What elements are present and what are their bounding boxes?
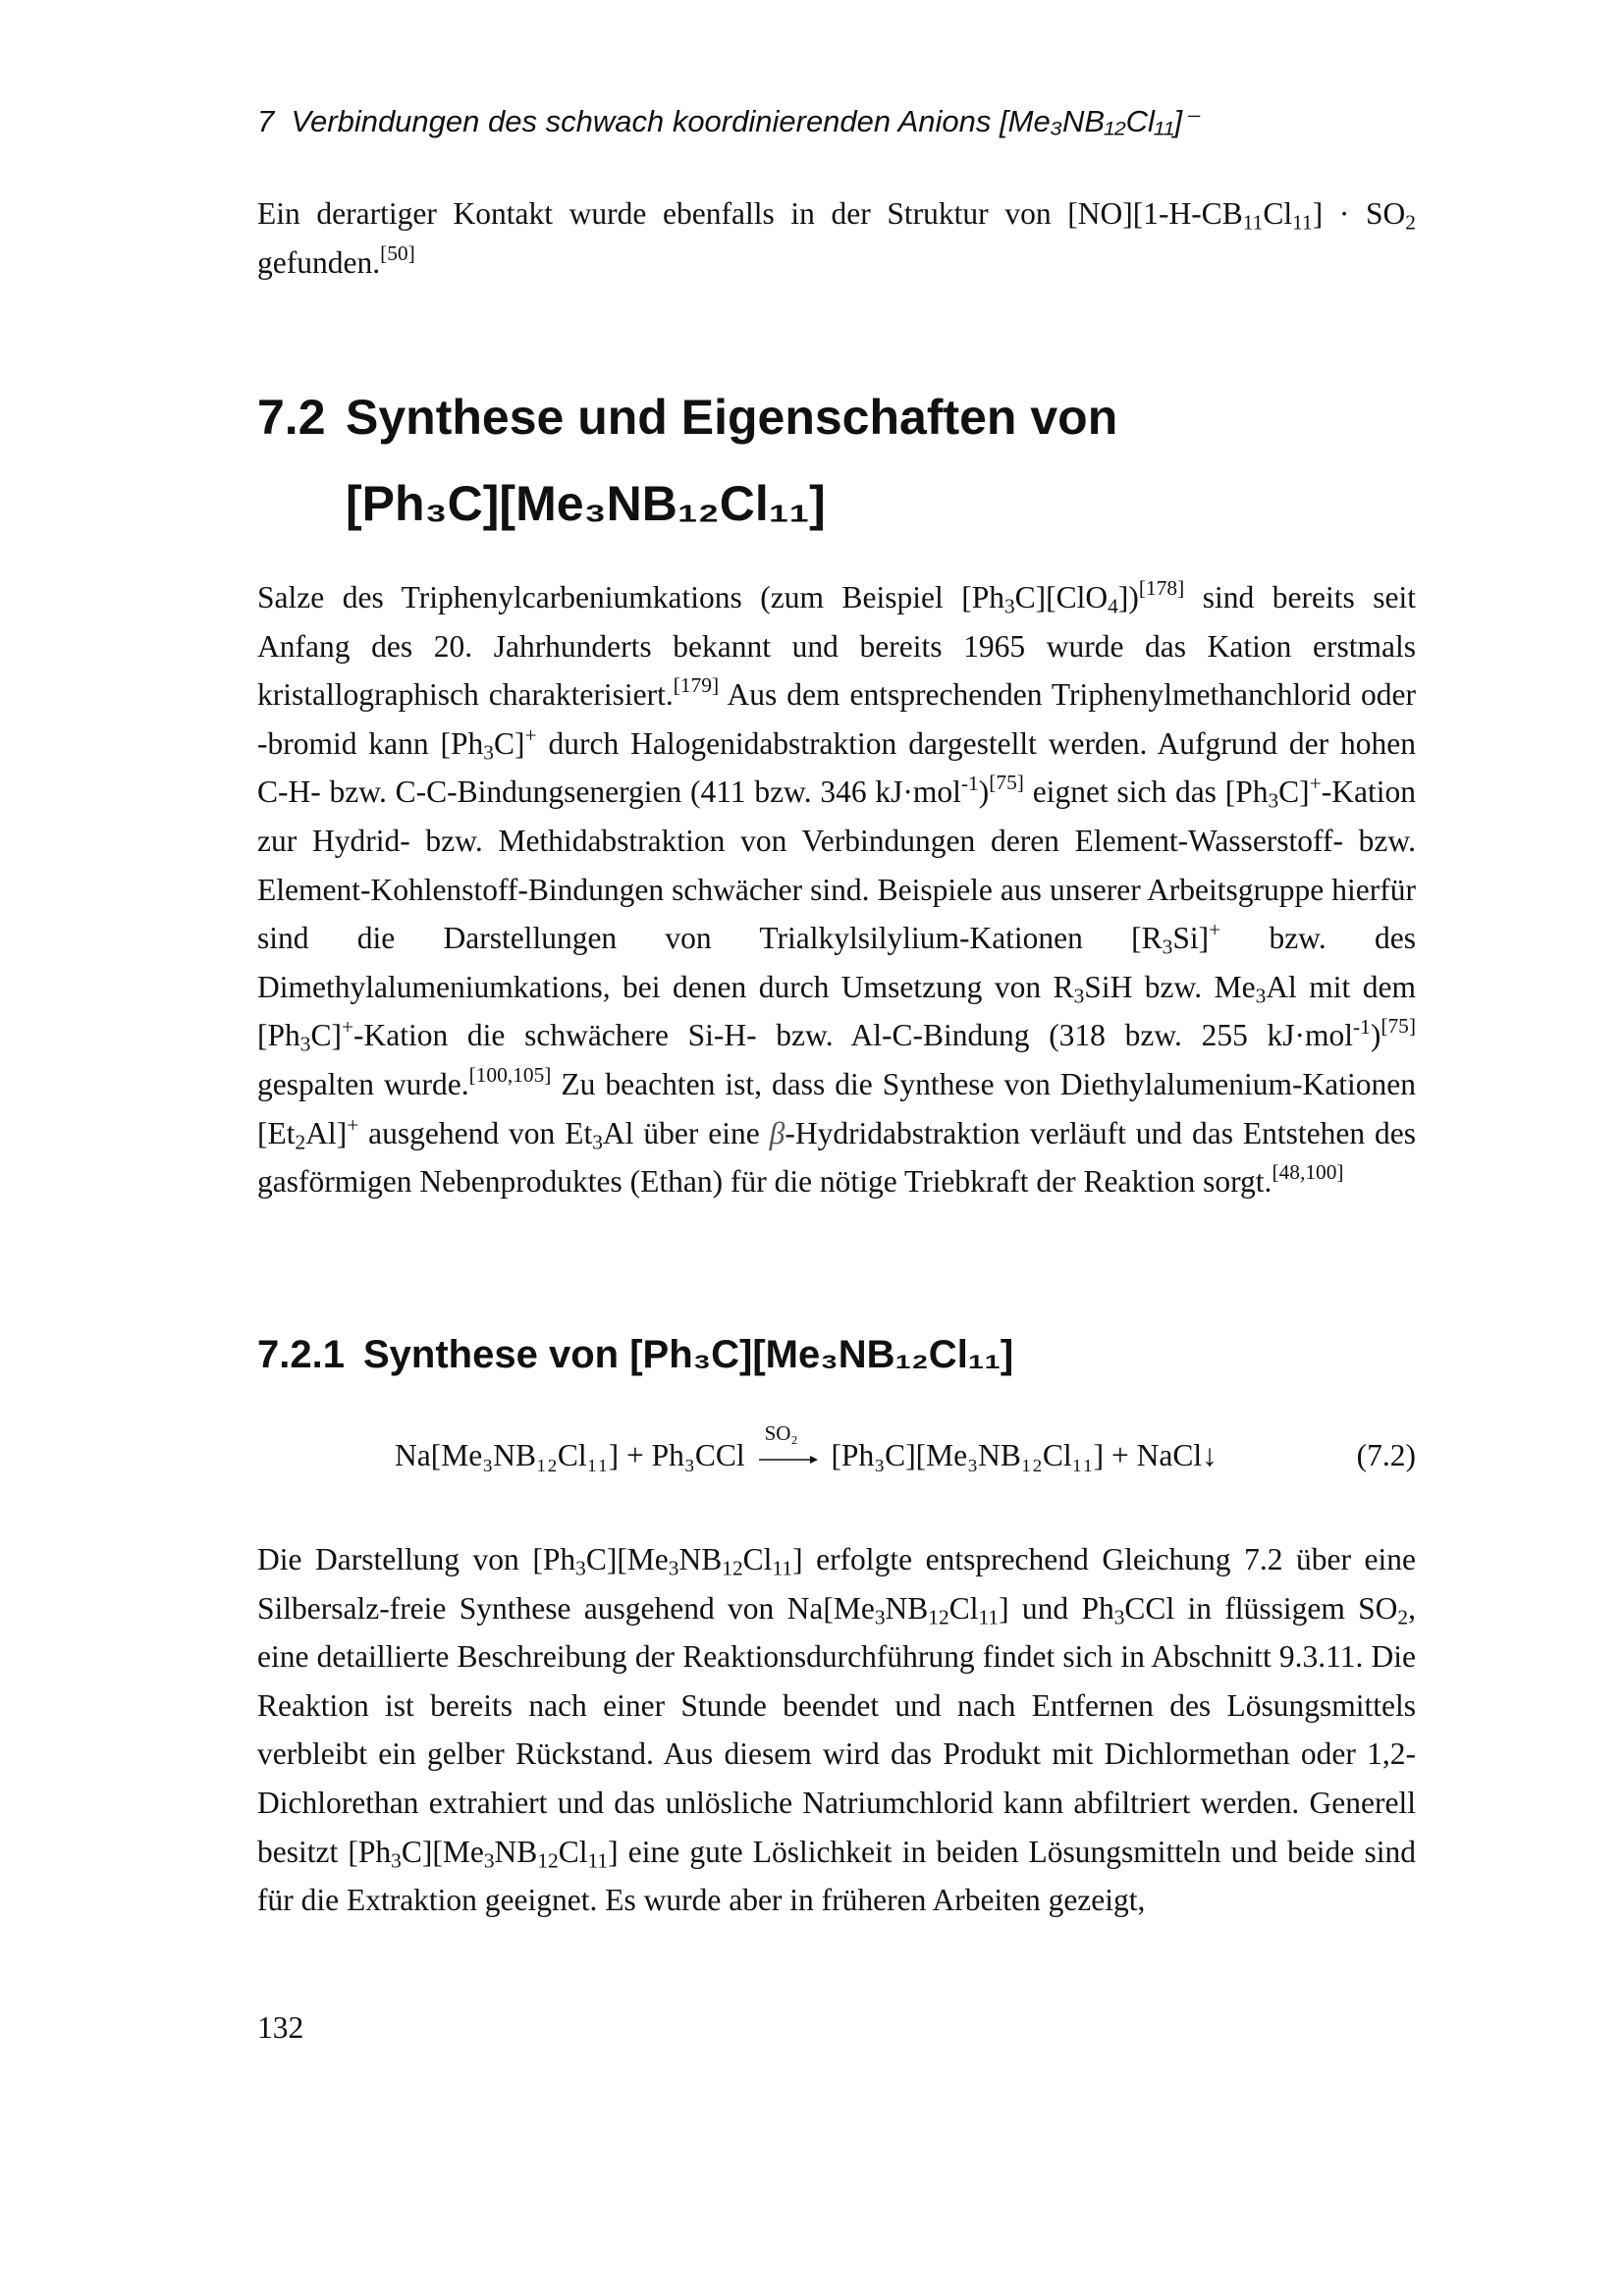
subsection-number: 7.2.1 xyxy=(257,1333,345,1376)
beta-symbol: β xyxy=(769,1115,785,1150)
plus-sign: + xyxy=(626,1438,644,1472)
running-head-title: Verbindungen des schwach koordinierenden Anions xyxy=(291,104,1001,138)
reactant-2: Ph₃CCl xyxy=(651,1438,745,1472)
running-head-chapter: 7 xyxy=(257,104,275,138)
reactant-1: Na[Me₃NB₁₂Cl₁₁] xyxy=(395,1438,620,1472)
citation[interactable]: [50] xyxy=(380,240,415,265)
citation[interactable]: [48,100] xyxy=(1272,1160,1344,1185)
plus-sign: + xyxy=(1110,1438,1129,1472)
salze-paragraph: Salze des Triphenylcarbeniumkations (zum Beispiel $[Ph_3C][ClO_4])[178]$ sind bereits seit Anfang des 20. Jahrhunderts bekannt und bereits 1965 wurde das Kation erstmals kristallographisch charakterisiert.[179] Aus dem entsprechenden Triphenylmethanchlorid oder -bromid kann $[Ph_3C]^+$ durch Halogenidabstraktion dargestellt werden. Aufgrund der hohen C-H- bzw. C-C-Bindungsenergien (411 bzw. 346 kJ·mol$^{-1}$)[75] eignet sich das $[Ph_3C]^+$-Kation zur Hydrid- bzw. Methidabstraktion von Verbindungen deren Element-Wasserstoff- bzw. Element-Kohlenstoff-Bindungen schwächer sind. Beispiele aus unserer Arbeitsgruppe hierfür sind die Darstellungen von Trialkylsilylium-Kationen $[R_3Si]^+$ bzw. des Dimethylalumeniumkations, bei denen durch Umsetzung von $R_3SiH$ bzw. $Me_3Al$ mit dem $[Ph_3C]^+$-Kation die schwächere Si-H- bzw. Al-C-Bindung (318 bzw. 255 kJ·mol$^{-1}$)[75] gespalten wurde.[100,105] Zu beachten ist, dass die Synthese von Diethylalumenium-Kationen $[Et_2Al]^+$ ausgehend von $Et_3Al$ über eine β-Hydridabstraktion verläuft und das Entstehen des gasförmigen Nebenproduktes (Ethan) für die nötige Triebkraft der Reaktion sorgt.[48,100] xyxy=(257,576,1417,1200)
equation-number: (7.2) xyxy=(1356,1438,1416,1472)
citation[interactable]: [100,105] xyxy=(468,1063,552,1088)
page-number: 132 xyxy=(257,2010,304,2045)
citation[interactable]: [179] xyxy=(673,673,720,698)
citation[interactable]: [75] xyxy=(989,771,1024,795)
section-title-line1: Synthese und Eigenschaften von xyxy=(346,390,1118,445)
product-1: [Ph₃C][Me₃NB₁₂Cl₁₁] xyxy=(831,1438,1105,1472)
section-heading xyxy=(257,374,1416,547)
subsection-heading xyxy=(257,1327,1416,1382)
section-title-line2: [Ph₃C][Me₃NB₁₂Cl₁₁] xyxy=(346,476,826,531)
citation[interactable]: [178] xyxy=(1138,576,1185,601)
product-2: NaCl xyxy=(1136,1438,1203,1472)
running-head xyxy=(257,102,1416,141)
arrow-solvent-label: SO₂ xyxy=(764,1420,798,1445)
darstellung-paragraph: Die Darstellung von $[Ph_3C][Me_3NB_{12}Cl_{11}]$ erfolgte entsprechend Gleichung 7.2 über eine Silbersalz-freie Synthese ausgehend von $Na[Me_3NB_{12}Cl_{11}]$ und $Ph_3CCl$ in flüssigem $SO_2$, eine detaillierte Beschreibung der Reaktionsdurchführung findet sich in Abschnitt 9.3.11. Die Reaktion ist bereits nach einer Stunde beendet und nach Entfernen des Lösungsmittels verbleibt ein gelber Rückstand. Aus diesem wird das Produkt mit Dichlormethan oder 1,2-Dichlorethan extrahiert und das unlösliche Natriumchlorid kann abfiltriert werden. Generell besitzt $[Ph_3C][Me_3NB_{12}Cl_{11}]$ eine gute Löslichkeit in beiden Lösungsmitteln und beide sind für die Extraktion geeignet. Es wurde aber in früheren Arbeiten gezeigt, xyxy=(257,1542,1416,1918)
intro-paragraph: Ein derartiger Kontakt wurde ebenfalls in der Struktur von $[NO][1-H-CB_{11}Cl_{11}] \cdot SO_2$ gefunden.[50] xyxy=(257,196,1416,280)
citation[interactable]: [75] xyxy=(1380,1014,1416,1039)
subsection-title: Synthese von [Ph₃C][Me₃NB₁₂Cl₁₁] xyxy=(363,1333,1014,1376)
precipitate-arrow-icon: ↓ xyxy=(1202,1438,1218,1472)
equation-7-2 xyxy=(257,1420,1416,1485)
section-number: 7.2 xyxy=(257,390,326,445)
running-head-formula: [Me₃NB₁₂Cl₁₁]⁻ xyxy=(1000,104,1199,138)
reaction-arrow-icon xyxy=(759,1420,818,1468)
